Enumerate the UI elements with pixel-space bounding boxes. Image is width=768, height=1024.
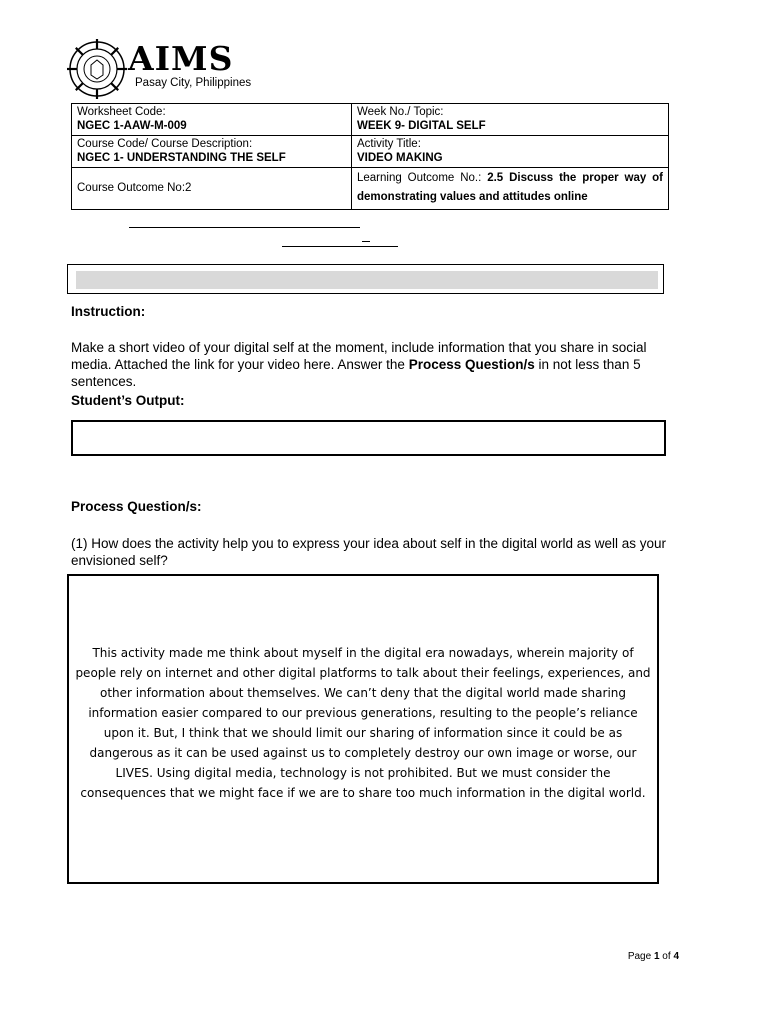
- course-outcome-cell: [72, 168, 352, 210]
- course-outcome-text: Course Outcome No:2: [77, 182, 192, 194]
- page-current: 1: [653, 951, 660, 962]
- table-row: [72, 136, 669, 168]
- shaded-bar: [76, 271, 658, 289]
- activity-title-cell: [352, 136, 669, 168]
- activity-title-label: Activity Title:: [357, 138, 421, 150]
- students-output-heading: Student’s Output:: [71, 393, 185, 408]
- instruction-text-bold: Process Question/s: [408, 357, 535, 372]
- worksheet-code-value: NGEC 1-AAW-M-009: [77, 120, 187, 132]
- week-topic-value: WEEK 9- DIGITAL SELF: [357, 120, 486, 132]
- date-blank-line: [282, 246, 398, 247]
- activity-title-value: VIDEO MAKING: [357, 152, 443, 164]
- process-questions-heading: Process Question/s:: [71, 499, 202, 514]
- page-number: [628, 951, 679, 962]
- instruction-text-start: Make a short video of your digital self at the moment, include information that you share in social media. Attached the link for your video here. Answer the: [71, 340, 647, 372]
- students-output-box[interactable]: [71, 420, 666, 456]
- logo-seal-icon: [66, 38, 128, 100]
- week-topic-cell: [352, 104, 669, 136]
- worksheet-info-table: [71, 103, 669, 210]
- course-code-label: Course Code/ Course Description:: [77, 138, 253, 150]
- page-total: 4: [673, 951, 679, 962]
- brand-location: Pasay City, Philippines: [135, 77, 252, 89]
- date-blank-mark: [362, 241, 370, 242]
- week-topic-label: Week No./ Topic:: [357, 106, 444, 118]
- instruction-text: [71, 339, 686, 390]
- page-word: Page: [627, 951, 654, 962]
- name-blank-line: [129, 227, 360, 228]
- course-code-value: NGEC 1- UNDERSTANDING THE SELF: [77, 152, 286, 164]
- table-row: [72, 168, 669, 210]
- worksheet-code-cell: [72, 104, 352, 136]
- question-1: (1) How does the activity help you to express your idea about self in the digital world as well as your envisioned self?: [71, 536, 667, 568]
- learning-outcome-cell: [352, 168, 669, 210]
- table-row: [72, 104, 669, 136]
- page-of: of: [659, 951, 674, 962]
- instruction-heading: Instruction:: [71, 304, 146, 319]
- learning-outcome-label: Learning Outcome No.:: [357, 172, 488, 184]
- brand-name: AIMS: [128, 39, 234, 78]
- worksheet-code-label: Worksheet Code:: [77, 106, 166, 118]
- learning-outcome-value: 2.5 Discuss the proper way of demonstrating values and attitudes online: [357, 172, 663, 203]
- instruction-text-end: in not less than 5 sentences.: [71, 357, 641, 389]
- course-code-cell: [72, 136, 352, 168]
- answer-1-text: This activity made me think about myself in the digital era nowadays, wherein majority of people rely on internet and other digital platforms to talk about their feelings, experiences, and other information about themselves. We can’t deny that the digital world made sharing information easier compared to our previous generations, resulting to the people’s reliance upon it. But, I think that we should limit our sharing of information since it could be as dangerous as it can be used against us to completely destroy our own image or worse, our LIVES. Using digital media, technology is not prohibited. But we must consider the consequences that we might face if we are to share too much information in the digital world.: [75, 646, 651, 800]
